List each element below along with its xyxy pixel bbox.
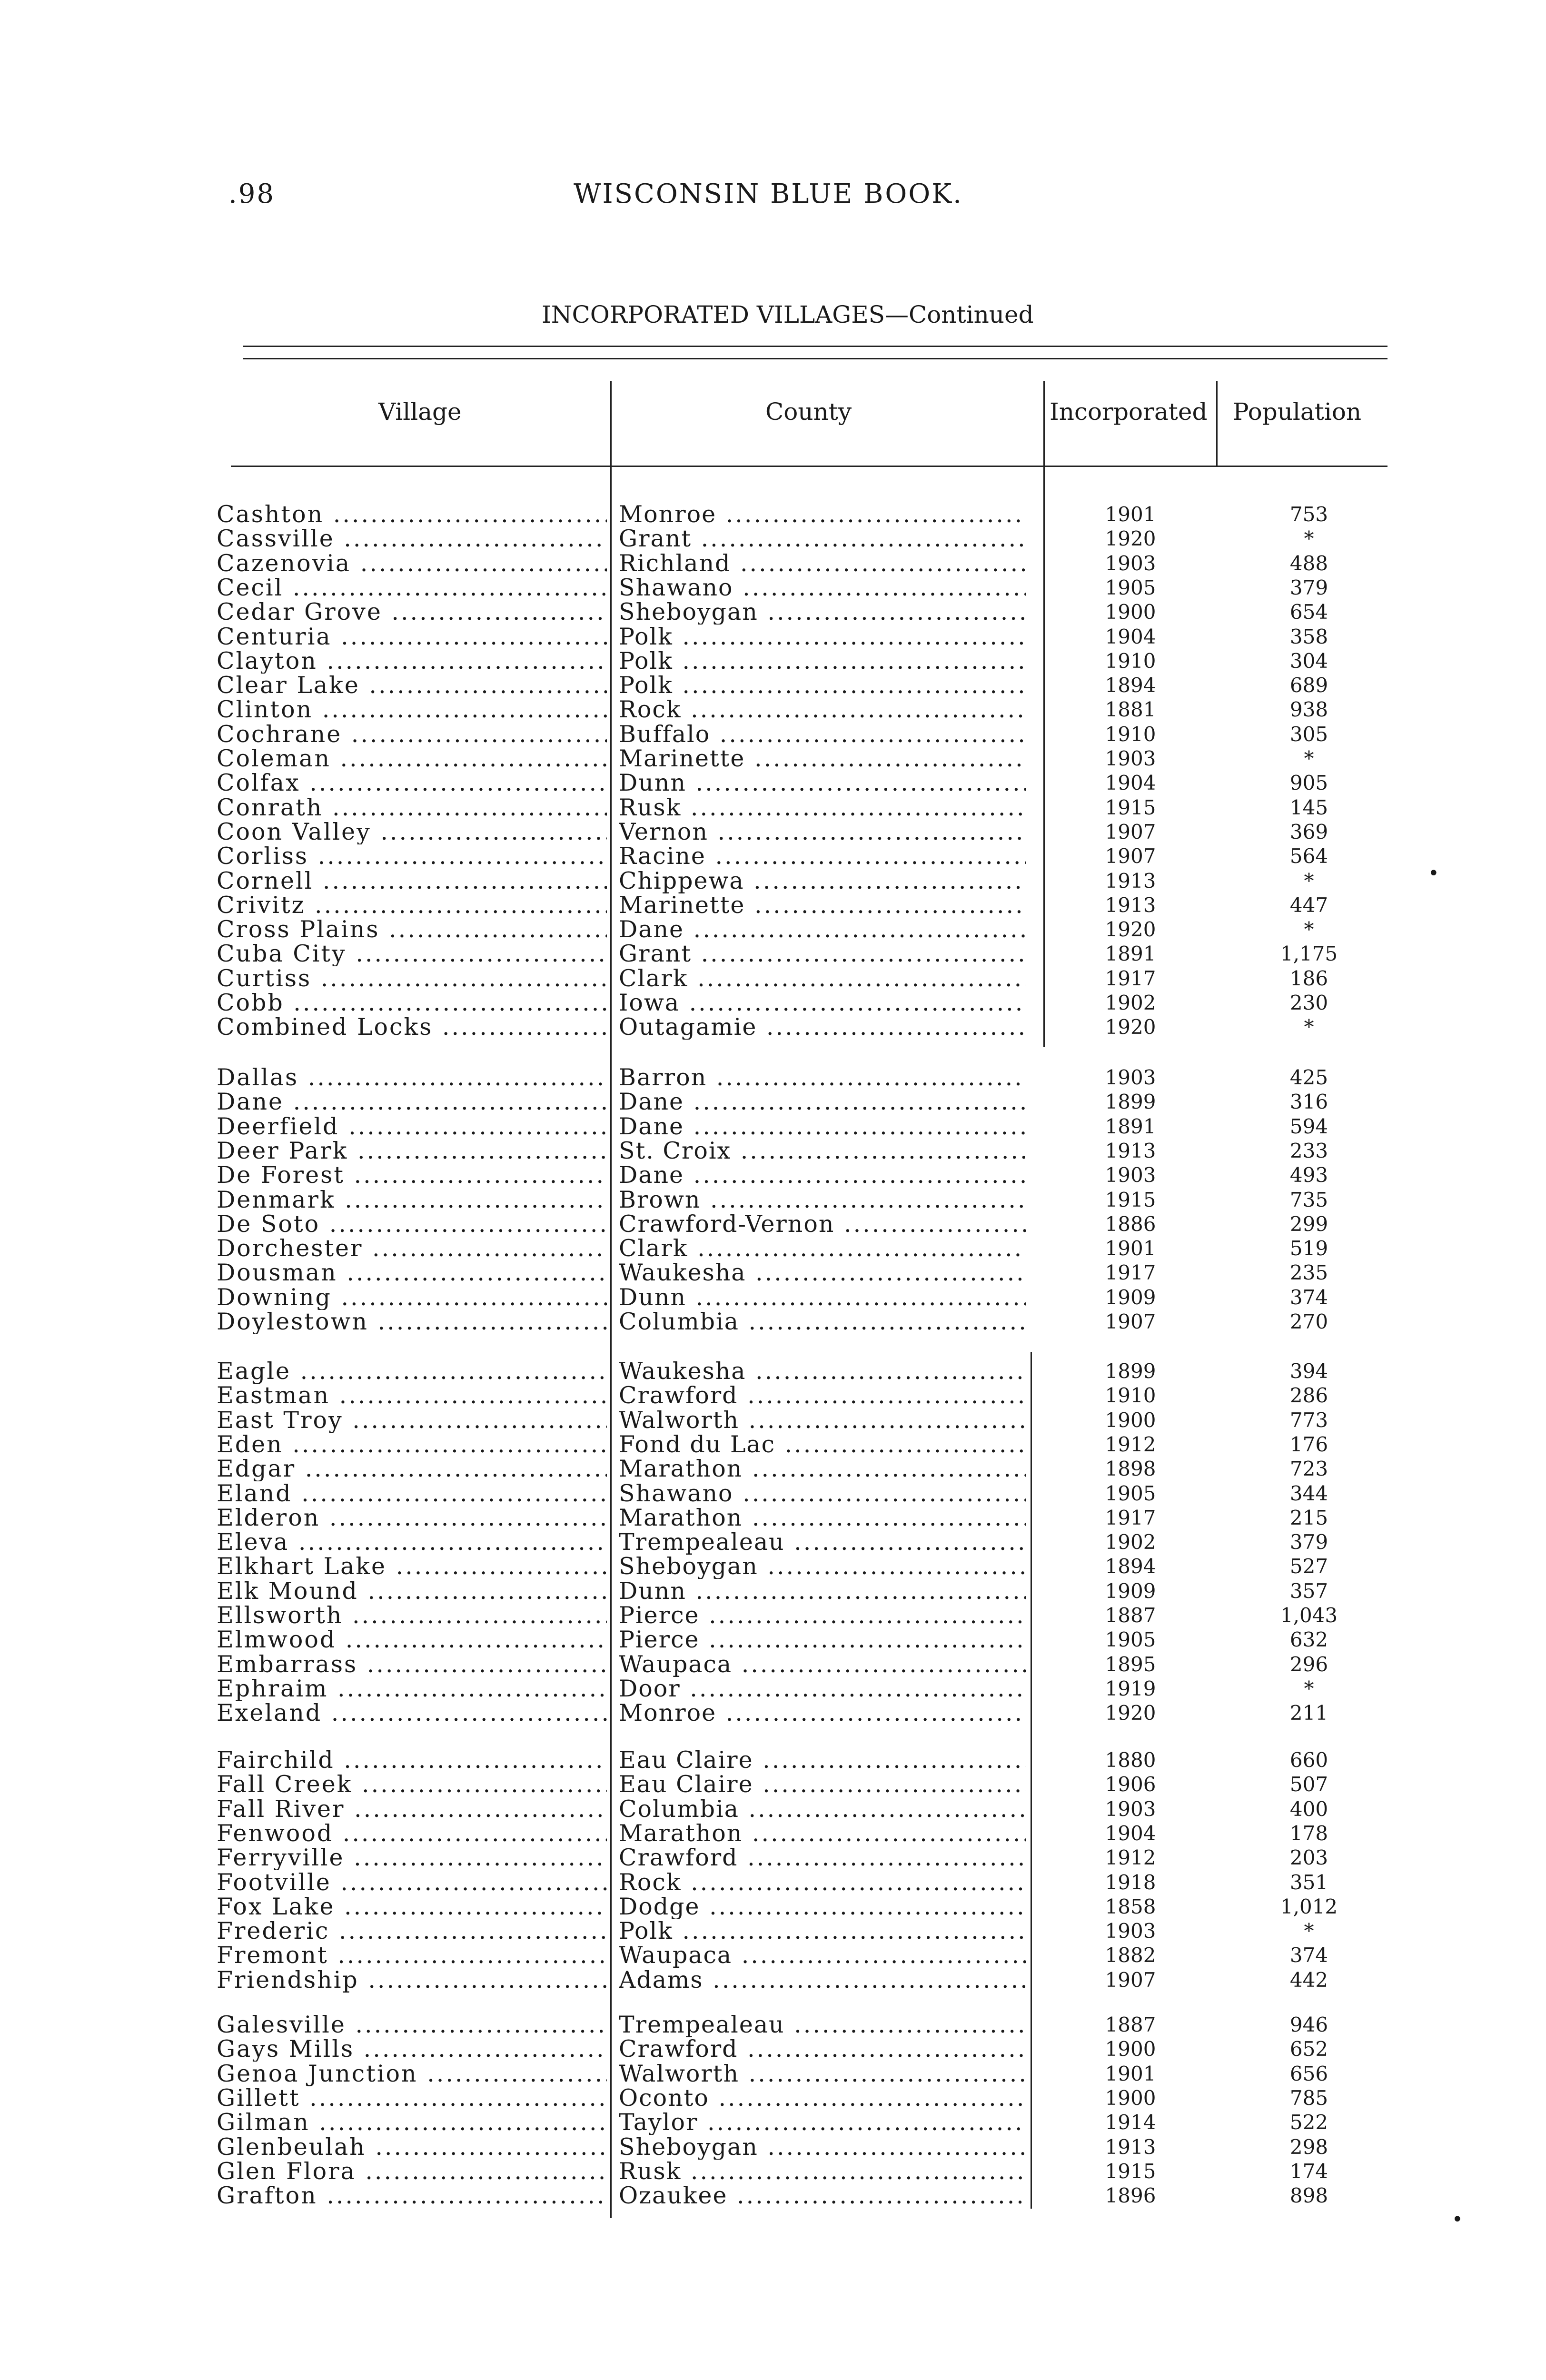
population-value: *	[1304, 747, 1314, 770]
population-value: 358	[1289, 625, 1328, 648]
county-name: Crawford .....	[619, 1383, 1026, 1408]
county-name: Clark .....	[619, 966, 1026, 991]
county-name: Grant .....	[619, 526, 1026, 551]
county-name: Door .....	[619, 1676, 1026, 1701]
village-name: Coleman .....	[217, 746, 607, 771]
population-value: 632	[1289, 1628, 1328, 1651]
village-name: Glenbeulah .....	[217, 2135, 607, 2160]
county-name: Rusk .....	[619, 795, 1026, 820]
incorporated-year: 1887	[1105, 1604, 1156, 1627]
county-name: Ozaukee .....	[619, 2183, 1026, 2208]
population-value: 488	[1289, 552, 1328, 575]
village-name: Clear Lake .....	[217, 673, 607, 698]
village-name: Cassville .....	[217, 526, 607, 551]
population-value: 211	[1289, 1701, 1328, 1725]
village-name: Combined Locks .....	[217, 1015, 607, 1040]
incorporated-year: 1920	[1105, 1015, 1156, 1039]
incorporated-year: 1903	[1105, 747, 1156, 770]
village-name: Genoa Junction .....	[217, 2062, 607, 2086]
village-name: Elkhart Lake .....	[217, 1554, 607, 1579]
population-value: 527	[1289, 1555, 1328, 1578]
county-name: Marinette .....	[619, 893, 1026, 918]
population-value: 369	[1289, 820, 1328, 843]
incorporated-year: 1903	[1105, 1163, 1156, 1187]
village-name: Cuba City .....	[217, 942, 607, 966]
population-value: 316	[1289, 1090, 1328, 1113]
county-name: Monroe .....	[619, 1701, 1026, 1726]
county-name: Dane .....	[619, 917, 1026, 942]
population-value: 447	[1289, 893, 1328, 917]
county-name: Polk .....	[619, 625, 1026, 649]
village-name: Cochrane .....	[217, 722, 607, 747]
incorporated-year: 1895	[1105, 1653, 1156, 1676]
table-title: INCORPORATED VILLAGES—Continued	[542, 301, 1034, 328]
incorporated-year: 1907	[1105, 1310, 1156, 1333]
incorporated-year: 1891	[1105, 1115, 1156, 1138]
county-name: Dunn .....	[619, 771, 1026, 795]
county-name: Monroe .....	[619, 502, 1026, 527]
village-name: Gillett .....	[217, 2086, 607, 2111]
village-name: Cornell .....	[217, 869, 607, 893]
incorporated-year: 1896	[1105, 2184, 1156, 2207]
village-name: Elderon .....	[217, 1506, 607, 1530]
county-name: Waukesha .....	[619, 1260, 1026, 1285]
population-value: 298	[1289, 2135, 1328, 2159]
county-name: Oconto .....	[619, 2086, 1026, 2111]
incorporated-year: 1915	[1105, 1188, 1156, 1211]
incorporated-year: 1917	[1105, 1506, 1156, 1529]
village-name: Cross Plains .....	[217, 917, 607, 942]
county-name: Marathon .....	[619, 1457, 1026, 1481]
incorporated-year: 1907	[1105, 1968, 1156, 1992]
county-name: Eau Claire .....	[619, 1748, 1026, 1773]
village-name: Cazenovia .....	[217, 551, 607, 576]
county-name: Crawford .....	[619, 1845, 1026, 1870]
county-name: Walworth .....	[619, 1408, 1026, 1433]
village-name: Deerfield .....	[217, 1114, 607, 1139]
incorporated-year: 1901	[1105, 503, 1156, 526]
incorporated-year: 1903	[1105, 1919, 1156, 1943]
county-name: Pierce .....	[619, 1627, 1026, 1652]
incorporated-year: 1905	[1105, 1482, 1156, 1505]
county-name: Racine .....	[619, 844, 1026, 869]
incorporated-year: 1905	[1105, 1628, 1156, 1651]
incorporated-year: 1907	[1105, 820, 1156, 843]
village-name: Exeland .....	[217, 1701, 607, 1726]
incorporated-year: 1891	[1105, 942, 1156, 965]
incorporated-year: 1920	[1105, 527, 1156, 550]
incorporated-year: 1902	[1105, 991, 1156, 1014]
population-value: *	[1304, 1677, 1314, 1700]
incorporated-year: 1900	[1105, 600, 1156, 624]
village-name: Dousman .....	[217, 1260, 607, 1285]
population-value: 304	[1289, 649, 1328, 673]
population-value: 357	[1289, 1579, 1328, 1603]
village-name: Cedar Grove .....	[217, 600, 607, 625]
county-name: Trempealeau .....	[619, 1530, 1026, 1555]
population-value: 286	[1289, 1384, 1328, 1407]
county-name: Chippewa .....	[619, 869, 1026, 893]
page-number: .98	[228, 178, 276, 209]
village-name: Friendship .....	[217, 1968, 607, 1993]
county-name: Fond du Lac .....	[619, 1432, 1026, 1457]
population-value: 425	[1289, 1066, 1328, 1089]
village-name: Eastman .....	[217, 1383, 607, 1408]
population-value: 522	[1289, 2111, 1328, 2134]
incorporated-year: 1901	[1105, 2062, 1156, 2085]
incorporated-year: 1880	[1105, 1748, 1156, 1772]
village-name: Elmwood .....	[217, 1627, 607, 1652]
population-value: 652	[1289, 2037, 1328, 2061]
population-value: 299	[1289, 1212, 1328, 1236]
population-value: 753	[1289, 503, 1328, 526]
village-name: Dallas .....	[217, 1065, 607, 1090]
county-name: Waukesha .....	[619, 1359, 1026, 1384]
county-name: Waupaca .....	[619, 1943, 1026, 1968]
incorporated-year: 1912	[1105, 1846, 1156, 1869]
population-value: 938	[1289, 698, 1328, 721]
population-value: 773	[1289, 1408, 1328, 1432]
county-name: St. Croix .....	[619, 1139, 1026, 1163]
population-value: 689	[1289, 674, 1328, 697]
margin-dot: •	[1428, 863, 1439, 884]
county-name: Sheboygan .....	[619, 1554, 1026, 1579]
population-value: 507	[1289, 1773, 1328, 1796]
incorporated-year: 1905	[1105, 576, 1156, 599]
village-name: Cecil .....	[217, 575, 607, 600]
village-name: Eden .....	[217, 1432, 607, 1457]
county-name: Marinette .....	[619, 746, 1026, 771]
incorporated-year: 1886	[1105, 1212, 1156, 1236]
village-name: Downing .....	[217, 1285, 607, 1310]
population-value: *	[1304, 527, 1314, 550]
incorporated-year: 1898	[1105, 1457, 1156, 1480]
county-name: Sheboygan .....	[619, 2135, 1026, 2160]
village-name: Gays Mills .....	[217, 2037, 607, 2062]
incorporated-year: 1901	[1105, 1237, 1156, 1260]
county-name: Dunn .....	[619, 1285, 1026, 1310]
village-name: Cobb .....	[217, 991, 607, 1015]
column-header-incorporated: Incorporated	[1050, 398, 1208, 426]
population-value: 374	[1289, 1286, 1328, 1309]
county-name: Marathon .....	[619, 1506, 1026, 1530]
incorporated-year: 1915	[1105, 2160, 1156, 2183]
incorporated-year: 1900	[1105, 2037, 1156, 2061]
village-name: Conrath .....	[217, 795, 607, 820]
population-value: 235	[1289, 1261, 1328, 1284]
village-name: Crivitz .....	[217, 893, 607, 918]
village-name: Deer Park .....	[217, 1139, 607, 1163]
village-name: Ellsworth .....	[217, 1603, 607, 1628]
incorporated-year: 1915	[1105, 796, 1156, 819]
village-name: Denmark .....	[217, 1188, 607, 1212]
county-name: Brown .....	[619, 1188, 1026, 1212]
population-value: 898	[1289, 2184, 1328, 2207]
county-name: Richland .....	[619, 551, 1026, 576]
incorporated-year: 1913	[1105, 2135, 1156, 2159]
column-header-population: Population	[1233, 398, 1362, 426]
population-value: *	[1304, 1919, 1314, 1943]
incorporated-year: 1903	[1105, 1797, 1156, 1821]
county-name: Dane .....	[619, 1114, 1026, 1139]
village-name: Frederic .....	[217, 1919, 607, 1944]
incorporated-year: 1914	[1105, 2111, 1156, 2134]
population-value: *	[1304, 869, 1314, 892]
population-value: 905	[1289, 771, 1328, 794]
population-value: 660	[1289, 1748, 1328, 1772]
incorporated-year: 1904	[1105, 1822, 1156, 1845]
incorporated-year: 1882	[1105, 1944, 1156, 1967]
village-name: Fall River .....	[217, 1797, 607, 1822]
population-value: 203	[1289, 1846, 1328, 1869]
population-value: 296	[1289, 1653, 1328, 1676]
county-name: Taylor .....	[619, 2110, 1026, 2135]
village-name: Embarrass .....	[217, 1652, 607, 1677]
county-name: Barron .....	[619, 1065, 1026, 1090]
population-value: 230	[1289, 991, 1328, 1014]
village-name: De Forest .....	[217, 1163, 607, 1188]
population-value: 656	[1289, 2062, 1328, 2085]
incorporated-year: 1902	[1105, 1530, 1156, 1554]
population-value: 374	[1289, 1944, 1328, 1967]
county-name: Shawano .....	[619, 575, 1026, 600]
incorporated-year: 1881	[1105, 698, 1156, 721]
county-name: Dane .....	[619, 1163, 1026, 1188]
incorporated-year: 1918	[1105, 1871, 1156, 1894]
village-name: Fenwood .....	[217, 1821, 607, 1846]
incorporated-year: 1917	[1105, 967, 1156, 990]
village-name: Eland .....	[217, 1481, 607, 1506]
population-value: 186	[1289, 967, 1328, 990]
county-name: Dane .....	[619, 1090, 1026, 1114]
county-name: Rock .....	[619, 1870, 1026, 1895]
county-name: Buffalo .....	[619, 722, 1026, 747]
population-value: 233	[1289, 1139, 1328, 1162]
county-name: Sheboygan .....	[619, 600, 1026, 625]
population-value: 379	[1289, 1530, 1328, 1554]
county-name: Pierce .....	[619, 1603, 1026, 1628]
village-name: Fremont .....	[217, 1943, 607, 1968]
population-value: 305	[1289, 723, 1328, 746]
county-name: Eau Claire .....	[619, 1772, 1026, 1797]
incorporated-year: 1900	[1105, 1408, 1156, 1432]
county-name: Waupaca .....	[619, 1652, 1026, 1677]
population-value: 654	[1289, 600, 1328, 624]
population-value: 442	[1289, 1968, 1328, 1992]
village-name: Ephraim .....	[217, 1676, 607, 1701]
incorporated-year: 1858	[1105, 1895, 1156, 1918]
column-header-village: Village	[378, 398, 462, 426]
population-value: 344	[1289, 1482, 1328, 1505]
county-name: Polk .....	[619, 649, 1026, 674]
county-name: Crawford .....	[619, 2037, 1026, 2062]
incorporated-year: 1912	[1105, 1433, 1156, 1456]
incorporated-year: 1904	[1105, 771, 1156, 794]
incorporated-year: 1917	[1105, 1261, 1156, 1284]
village-name: Gilman .....	[217, 2110, 607, 2135]
village-name: Dorchester .....	[217, 1236, 607, 1261]
incorporated-year: 1907	[1105, 844, 1156, 868]
column-header-county: County	[765, 398, 852, 426]
population-value: 145	[1289, 796, 1328, 819]
village-name: Colfax .....	[217, 771, 607, 795]
incorporated-year: 1913	[1105, 893, 1156, 917]
incorporated-year: 1904	[1105, 625, 1156, 648]
population-value: 1,175	[1280, 942, 1338, 965]
village-name: Eleva .....	[217, 1530, 607, 1555]
incorporated-year: 1894	[1105, 1555, 1156, 1578]
population-value: 564	[1289, 844, 1328, 868]
population-value: 946	[1289, 2013, 1328, 2036]
village-name: East Troy .....	[217, 1408, 607, 1433]
village-name: Clayton .....	[217, 649, 607, 674]
population-value: 174	[1289, 2160, 1328, 2183]
village-name: Centuria .....	[217, 625, 607, 649]
population-value: 493	[1289, 1163, 1328, 1187]
incorporated-year: 1906	[1105, 1773, 1156, 1796]
village-name: Fox Lake .....	[217, 1894, 607, 1919]
population-value: 594	[1289, 1115, 1328, 1138]
village-name: Clinton .....	[217, 697, 607, 722]
county-name: Adams .....	[619, 1968, 1026, 1993]
village-name: Cashton .....	[217, 502, 607, 527]
village-name: Corliss .....	[217, 844, 607, 869]
incorporated-year: 1910	[1105, 649, 1156, 673]
county-name: Rock .....	[619, 697, 1026, 722]
county-name: Vernon .....	[619, 820, 1026, 844]
county-name: Columbia .....	[619, 1309, 1026, 1334]
village-name: Doylestown .....	[217, 1309, 607, 1334]
county-name: Polk .....	[619, 1919, 1026, 1944]
incorporated-year: 1899	[1105, 1090, 1156, 1113]
population-value: 785	[1289, 2086, 1328, 2110]
population-value: 1,012	[1280, 1895, 1338, 1918]
incorporated-year: 1900	[1105, 2086, 1156, 2110]
running-title: WISCONSIN BLUE BOOK.	[574, 178, 963, 209]
incorporated-year: 1899	[1105, 1359, 1156, 1383]
population-value: 400	[1289, 1797, 1328, 1821]
incorporated-year: 1910	[1105, 1384, 1156, 1407]
county-name: Polk .....	[619, 673, 1026, 698]
county-name: Clark .....	[619, 1236, 1026, 1261]
village-name: Galesville .....	[217, 2013, 607, 2037]
county-name: Iowa .....	[619, 991, 1026, 1015]
incorporated-year: 1910	[1105, 723, 1156, 746]
village-name: Fall Creek .....	[217, 1772, 607, 1797]
population-value: 1,043	[1280, 1604, 1338, 1627]
county-name: Rusk .....	[619, 2159, 1026, 2184]
village-name: Grafton .....	[217, 2183, 607, 2208]
population-value: 723	[1289, 1457, 1328, 1480]
village-name: Elk Mound .....	[217, 1579, 607, 1604]
population-value: 379	[1289, 576, 1328, 599]
population-value: 270	[1289, 1310, 1328, 1333]
population-value: 215	[1289, 1506, 1328, 1529]
county-name: Marathon .....	[619, 1821, 1026, 1846]
county-name: Shawano .....	[619, 1481, 1026, 1506]
county-name: Walworth .....	[619, 2062, 1026, 2086]
village-name: Coon Valley .....	[217, 820, 607, 844]
county-name: Trempealeau .....	[619, 2013, 1026, 2037]
incorporated-year: 1909	[1105, 1286, 1156, 1309]
incorporated-year: 1920	[1105, 918, 1156, 941]
population-value: *	[1304, 1015, 1314, 1039]
incorporated-year: 1913	[1105, 869, 1156, 892]
population-value: 351	[1289, 1871, 1328, 1894]
county-name: Dodge .....	[619, 1894, 1026, 1919]
population-value: 519	[1289, 1237, 1328, 1260]
village-name: Curtiss .....	[217, 966, 607, 991]
village-name: Glen Flora .....	[217, 2159, 607, 2184]
village-name: Dane .....	[217, 1090, 607, 1114]
incorporated-year: 1887	[1105, 2013, 1156, 2036]
village-name: Fairchild .....	[217, 1748, 607, 1773]
incorporated-year: 1920	[1105, 1701, 1156, 1725]
population-value: 735	[1289, 1188, 1328, 1211]
population-value: 178	[1289, 1822, 1328, 1845]
incorporated-year: 1903	[1105, 1066, 1156, 1089]
county-name: Outagamie .....	[619, 1015, 1026, 1040]
population-value: 394	[1289, 1359, 1328, 1383]
village-name: Ferryville .....	[217, 1845, 607, 1870]
county-name: Grant .....	[619, 942, 1026, 966]
incorporated-year: 1913	[1105, 1139, 1156, 1162]
incorporated-year: 1919	[1105, 1677, 1156, 1700]
village-name: Footville .....	[217, 1870, 607, 1895]
margin-dot: •	[1452, 2209, 1463, 2231]
population-value: *	[1304, 918, 1314, 941]
incorporated-year: 1903	[1105, 552, 1156, 575]
population-value: 176	[1289, 1433, 1328, 1456]
incorporated-year: 1909	[1105, 1579, 1156, 1603]
county-name: Columbia .....	[619, 1797, 1026, 1822]
incorporated-year: 1894	[1105, 674, 1156, 697]
county-name: Dunn .....	[619, 1579, 1026, 1604]
county-name: Crawford-Vernon .....	[619, 1212, 1026, 1237]
village-name: De Soto .....	[217, 1212, 607, 1237]
village-name: Edgar .....	[217, 1457, 607, 1481]
village-name: Eagle .....	[217, 1359, 607, 1384]
